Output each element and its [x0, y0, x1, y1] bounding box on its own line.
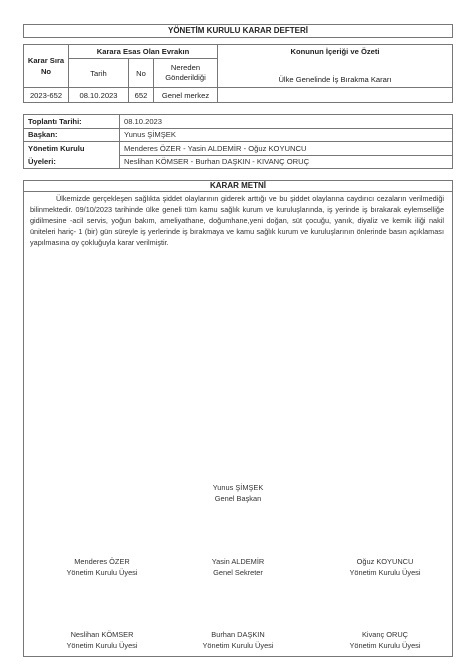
- no-header: No: [129, 59, 154, 88]
- konu-header: Konunun İçeriği ve Özeti: [218, 45, 453, 88]
- signature-member-4: [27, 629, 177, 651]
- signature-name: Oğuz KOYUNCU: [356, 557, 414, 566]
- tarih-cell: 08.10.2023: [69, 88, 129, 103]
- signature-name: Kivanç ORUÇ: [362, 630, 408, 639]
- signature-title: Yönetim Kurulu Üyesi: [349, 641, 421, 650]
- karar-sira-no-header: Karar Sıra No: [24, 45, 69, 88]
- signature-member-1: [27, 556, 177, 578]
- toplanti-tarihi-value: 08.10.2023: [120, 115, 453, 129]
- signature-title: Yönetim Kurulu Üyesi: [349, 568, 421, 577]
- signature-member-6: [310, 629, 460, 651]
- toplanti-tarihi-label: Toplantı Tarihi:: [24, 115, 120, 129]
- sira-no-cell: 2023-652: [24, 88, 69, 103]
- signature-title: Yönetim Kurulu Üyesi: [66, 641, 138, 650]
- baskan-value: Yunus ŞİMŞEK: [120, 128, 453, 142]
- uyeler-label-line-2: Üyeleri:: [24, 155, 120, 169]
- baskan-label: Başkan:: [24, 128, 120, 142]
- signature-title: Yönetim Kurulu Üyesi: [202, 641, 274, 650]
- signature-member-5: [163, 629, 313, 651]
- no-cell: 652: [129, 88, 154, 103]
- evrak-header: Karara Esas Olan Evrakın: [69, 45, 218, 59]
- nereden-cell: Genel merkez: [154, 88, 218, 103]
- uyeler-label-line-1: Yönetim Kurulu: [24, 142, 120, 156]
- signature-name: Yunus ŞİMŞEK: [212, 483, 264, 492]
- signature-title: Yönetim Kurulu Üyesi: [66, 568, 138, 577]
- karar-metni-box: [23, 191, 453, 657]
- decision-paragraph-1: Ülkemizde gerçekleşen sağlıkta şiddet olaylarının giderek arttığı ve bu şiddet olaylarına caydırıcı cezaların verilmediği bilinmektedir. 09/10/2023 tarihinde ülke geneli tüm kamu sağlık kurum ve kuruluşlarında, iş yerinde iş bırakarak eylemselliğe gidilmesine -acil servis, yoğun bakım, ameliyathane, doğumhane,yeni doğan, süt çocuğu, yanık, diyaliz ve kemik iliği nakil üniteleri hariç- 1 (bir) gün süreyle iş yerlerinde iş bırakmaya ve kamu sağlık kurum ve kuruluşlarının önlerinde basın açıklaması yapılmasına oy çokluğuyla karar verilmiştir.: [30, 194, 445, 247]
- table-row: [24, 88, 453, 103]
- nereden-header: Nereden Gönderildiği: [154, 59, 218, 88]
- decision-text: [30, 194, 444, 249]
- decision-paragraph-2: 09/10/2023 tarihinde ülke geneli tüm kamu sağlık kurum ve kuruluşlarında, iş yerinde iş bırakarak eylemselliğe gidilmesine -acil servis, yoğun bakım, ameliyathane, doğumhane,yeni doğan, süt çocuğu, yanık, diyaliz ve kemik iliği nakil üniteleri hariç- 1 (bir) gün süreyle iş yerlerinde iş bırakmaya ve kamu sağlık kurum ve kuruluşlarının önlerinde basın açıklaması yapılmasına oy çokluğuyla karar verilmiştir.: [30, 204, 445, 247]
- signature-title: Genel Başkan: [214, 494, 262, 503]
- konu-cell: Ülke Genelinde İş Bırakma Kararı: [218, 72, 453, 87]
- karar-metni-heading: KARAR METNİ: [23, 180, 453, 192]
- signature-title: Genel Sekreter: [213, 568, 263, 577]
- signature-name: Neslihan KÖMSER: [70, 630, 134, 639]
- uyeler-line-2: Neslihan KÖMSER - Burhan DAŞKIN - KIVANÇ ORUÇ: [120, 155, 453, 169]
- signature-name: Menderes ÖZER: [74, 557, 130, 566]
- signature-name: Burhan DAŞKIN: [211, 630, 265, 639]
- page-title: YÖNETİM KURULU KARAR DEFTERİ: [23, 24, 453, 38]
- meeting-info-table: [23, 114, 453, 169]
- tarih-header: Tarih: [69, 59, 129, 88]
- signature-member-3: [310, 556, 460, 578]
- decision-record-table: [23, 44, 453, 103]
- uyeler-line-1: Menderes ÖZER - Yasin ALDEMİR - Oğuz KOYUNCU: [120, 142, 453, 156]
- signature-chair: [163, 482, 313, 504]
- signature-name: Yasin ALDEMİR: [211, 557, 265, 566]
- signature-member-2: [163, 556, 313, 578]
